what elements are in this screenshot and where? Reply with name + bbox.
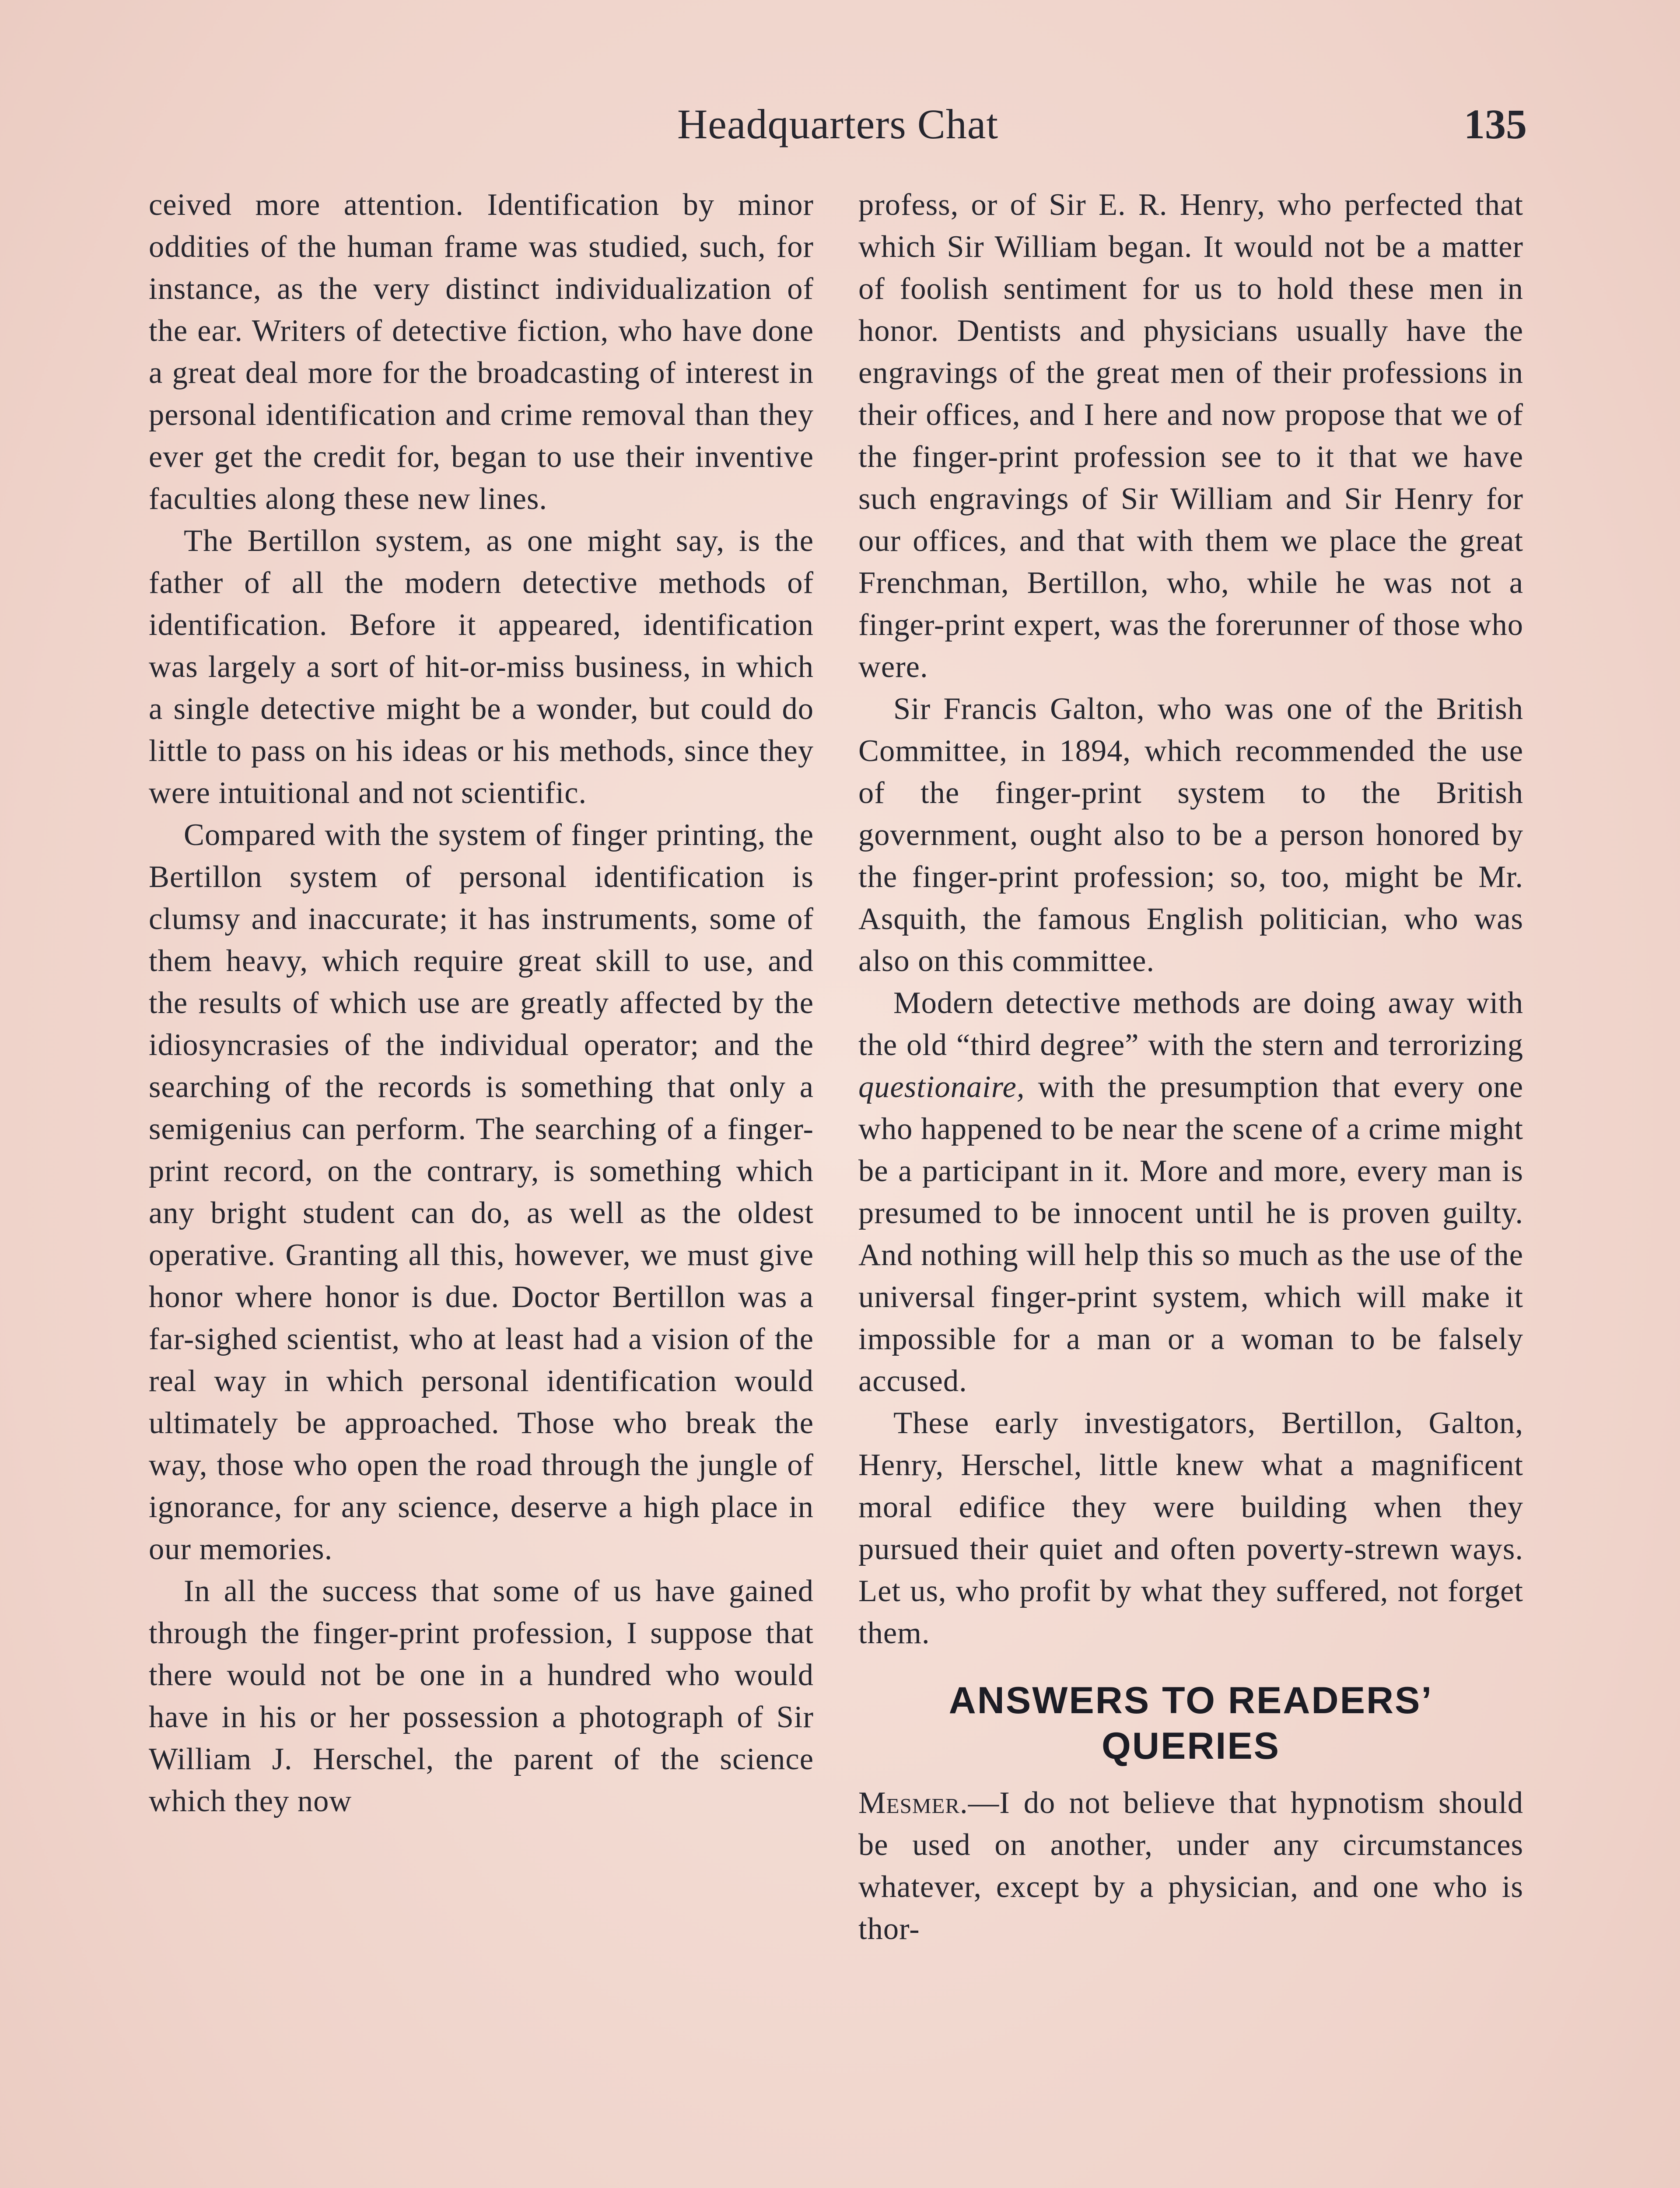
paragraph: The Bertillon system, as one might say, is the father of all the modern detective methods of identification. Before it appeared, identification was largely a sort of hit-or-miss business, in which a single detective might be a wonder, but could do little to pass on his ideas or his methods, since they were intuitional and not scientific. xyxy=(149,524,814,810)
paragraph: In all the success that some of us have gained through the finger-print profession, I suppose that there would not be one in a hundred who would have in his or her possession a photograph of Sir William J. Herschel, the parent of the science which they now xyxy=(149,1574,814,1818)
paragraph: profess, or of Sir E. R. Henry, who perfected that which Sir William began. It would not be a matter of foolish sentiment for us to hold these men in honor. Dentists and physicians usually have the engravings of the great men of their professions in their offices, and I here and now propose that we of the finger-print profession see to it that we have such engravings of Sir William and Sir Henry for our offices, and that with them we place the great Frenchman, Bertillon, who, while he was not a finger-print expert, was the forerunner of those who were. xyxy=(858,188,1523,684)
paragraph-text: with the presumption that every one who happened to be near the scene of a crime might be a participant in it. More and more, every man is presumed to be innocent until he is proven guilty. And nothing will help this so much as the use of the universal finger-print system, which will make it impossible for a man or a woman to be falsely accused. xyxy=(858,1070,1523,1398)
page-number: 135 xyxy=(1464,101,1527,147)
paragraph: Sir Francis Galton, who was one of the British Committee, in 1894, which recommended the use of the finger-print system to the British government, ought also to be a person honored by the finger-print profession; so, too, might be Mr. Asquith, the famous English politician, who was also on this committee. xyxy=(858,692,1523,978)
paragraph-text: Modern detective methods are doing away with the old “third degree” with the stern and terrorizing xyxy=(858,986,1523,1062)
query-paragraph xyxy=(858,1782,1523,1950)
running-title: Headquarters Chat xyxy=(677,101,999,147)
right-column xyxy=(858,184,1523,1950)
paragraph xyxy=(858,982,1523,1402)
paragraph: ceived more attention. Identification by minor oddities of the human frame was studied, such, for instance, as the very distinct individualization of the ear. Writers of detective fiction, who have done a great deal more for the broadcasting of interest in personal identification and crime removal than they ever get the credit for, began to use their inventive faculties along these new lines. xyxy=(149,188,814,516)
italic-word: questionaire, xyxy=(858,1070,1025,1104)
running-header xyxy=(149,95,1527,161)
paragraph: These early investigators, Bertillon, Galton, Henry, Herschel, little knew what a magnificent moral edifice they were building when they pursued their quiet and often poverty-strewn ways. Let us, who profit by what they suffered, not forget them. xyxy=(858,1406,1523,1650)
section-heading: ANSWERS TO READERS’ QUERIES xyxy=(948,1680,1433,1767)
left-column xyxy=(149,184,814,1822)
query-text: —I do not believe that hypnotism should be used on another, under any circumstances whatever, except by a physician, and one who is thor- xyxy=(858,1786,1523,1946)
query-name: Mesmer. xyxy=(858,1786,968,1820)
paragraph: Compared with the system of finger printing, the Bertillon system of personal identification is clumsy and inaccurate; it has instruments, some of them heavy, which require great skill to use, and the results of which use are greatly affected by the idiosyncrasies of the individual operator; and the searching of the records is something that only a semigenius can perform. The searching of a finger-print record, on the contrary, is something which any bright student can do, as well as the oldest operative. Granting all this, however, we must give honor where honor is due. Doctor Bertillon was a far-sighed scientist, who at least had a vision of the real way in which personal identification would ultimately be approached. Those who break the way, those who open the road through the jungle of ignorance, for any science, deserve a high place in our memories. xyxy=(149,818,814,1566)
